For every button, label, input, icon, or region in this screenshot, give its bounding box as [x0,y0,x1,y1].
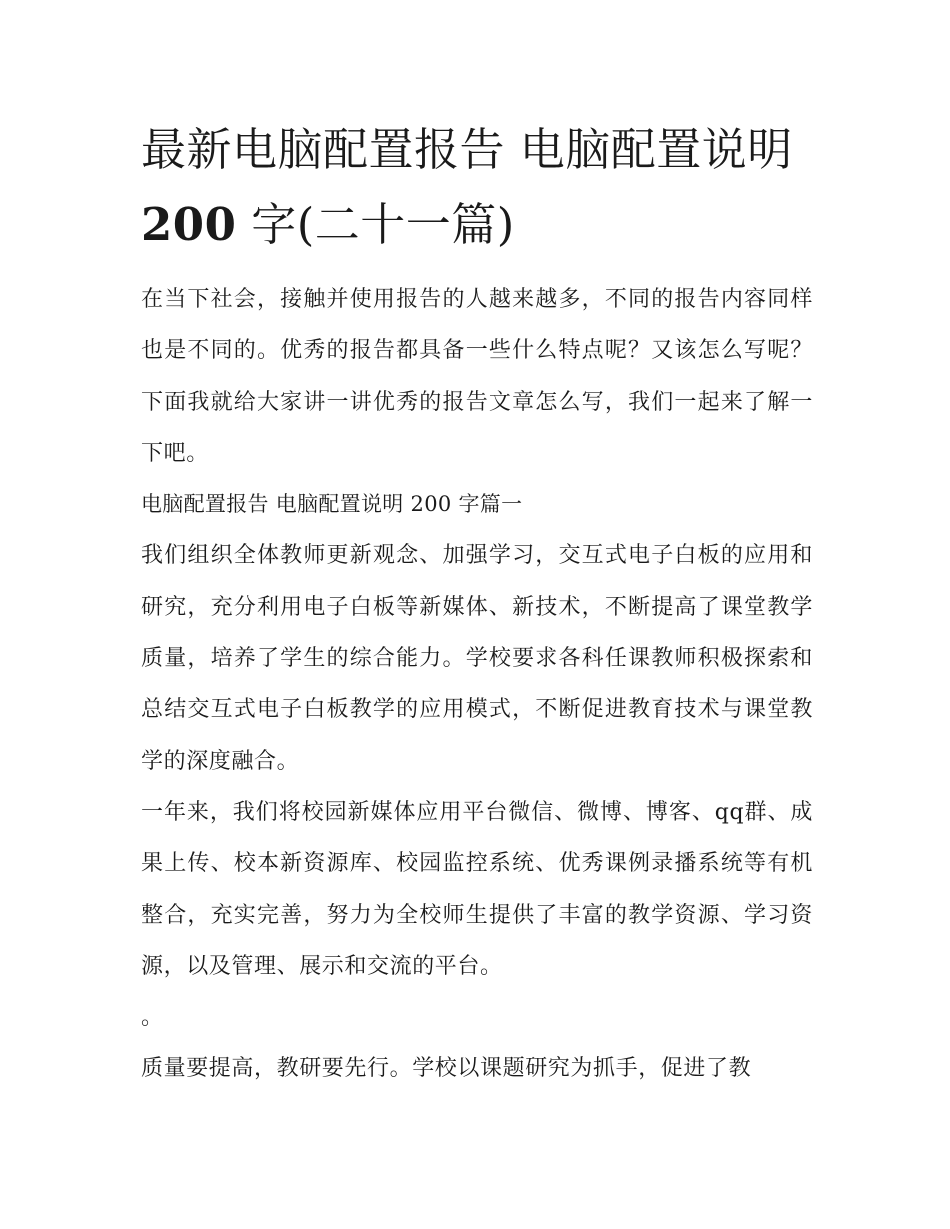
body-paragraph-2: 一年来，我们将校园新媒体应用平台微信、微博、博客、qq群、成果上传、校本新资源库、校园监控系统、优秀课例录播系统等有机整合，充实完善，努力为全校师生提供了丰富的教学资源、学习资源，以及管理、展示和交流的平台。 [141,799,813,979]
intro-paragraph: 在当下社会，接触并使用报告的人越来越多，不同的报告内容同样也是不同的。优秀的报告都具备一些什么特点呢？又该怎么写呢？下面我就给大家讲一讲优秀的报告文章怎么写，我们一起来了解一下吧。 [141,287,813,466]
title-text-part2: 字(二十一篇) [251,198,515,251]
body-paragraph-3: 。 [141,1005,164,1031]
body-paragraph-4: 质量要提高，教研要先行。学校以课题研究为抓手，促进了教 [141,1056,752,1082]
document-title [141,112,813,262]
title-text-part1: 最新电脑配置报告 电脑配置说明 [141,123,793,176]
section-heading: 电脑配置报告 电脑配置说明 200 字篇一 [141,492,523,517]
title-number: 200 [141,198,237,251]
document-content [141,112,813,1095]
body-paragraph-1: 我们组织全体教师更新观念、加强学习，交互式电子白板的应用和研究，充分利用电子白板等新媒体、新技术，不断提高了课堂教学质量，培养了学生的综合能力。学校要求各科任课教师积极探索和总结交互式电子白板教学的应用模式，不断促进教育技术与课堂教学的深度融合。 [141,543,813,774]
